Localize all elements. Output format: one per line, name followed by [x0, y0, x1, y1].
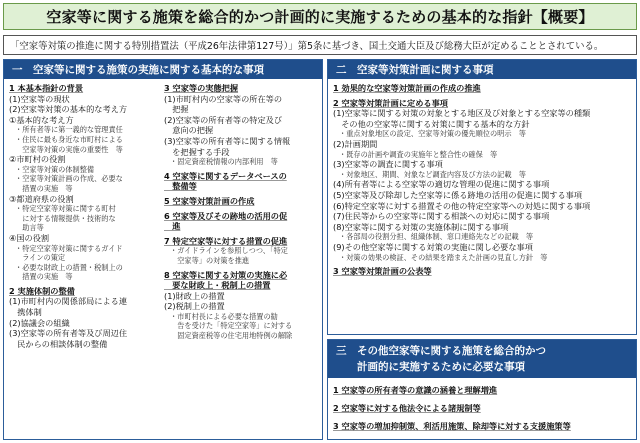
panel-other-matters: [327, 339, 637, 440]
section-heading: 1 効果的な空家等対策計画の作成の推進: [333, 83, 481, 93]
panel-other-matters-content: [333, 385, 636, 432]
panel-plan-matters-header: 二 空家等対策計画に関する事項: [328, 60, 636, 79]
detail-note: 措置の実施 等: [15, 272, 73, 282]
sub-item: (6)特定空家等に対する措置その他の特定空家等への対処に関する事項: [333, 200, 591, 211]
sub-item: (2)計画期間: [333, 138, 378, 149]
detail-note: ・ガイドラインを参照しつつ、「特定: [170, 246, 288, 256]
section-heading: 整備等: [164, 181, 197, 192]
sub-item: (1)市町村内の関係部局による連: [9, 296, 128, 307]
panel-basic-matters-right-column: [164, 83, 322, 341]
sub-item: (2)協議会の組織: [9, 317, 70, 328]
section-heading: 1 空家等の所有者等の意識の涵養と理解増進: [333, 385, 498, 395]
sub-item: 携体制: [9, 307, 42, 318]
detail-note: に対する情報提供・技術的な: [15, 213, 116, 223]
sub-item: 意向の把握: [164, 125, 214, 136]
detail-note: ・空家等対策の体制整備: [15, 164, 95, 174]
detail-note: 告を受けた「特定空家等」に対する: [170, 321, 293, 331]
detail-note: ・住民に最も身近な市町村による: [15, 134, 123, 144]
section-heading: 4 空家等に関するデータベースの: [164, 170, 287, 181]
sub-item: (1)市町村内の空家等の所在等の: [164, 93, 283, 104]
detail-note: ・対策の効果の検証、その結果を踏まえた計画の見直し方針 等: [339, 252, 548, 262]
detail-note: ・各部局の役割分担、組織体制、窓口連絡先などの記載 等: [339, 232, 534, 242]
section-heading: 6 空家等及びその跡地の活用の促: [164, 210, 288, 221]
detail-note: 措置の実施 等: [15, 183, 73, 193]
spacer: [333, 396, 636, 403]
panel-other-matters-header: [328, 340, 636, 378]
panel-plan-matters-content: [333, 83, 636, 277]
sub-item: (4)所有者等による空家等の適切な管理の促進に関する事項: [333, 179, 550, 190]
intro-text: 「空家等対策の推進に関する特別措置法（平成26年法律第127号）」第5条に基づき、国土交通大臣及び総務大臣が定めることとされている。: [3, 35, 637, 55]
section-heading: 1 本基本指針の背景: [9, 83, 84, 93]
section-heading: 3 空家等対策計画の公表等: [333, 266, 432, 277]
sub-item: ③都道府県の役割: [9, 193, 74, 204]
sub-item: 把握: [164, 104, 189, 115]
sub-item: (1)空家等の現状: [9, 93, 70, 104]
section-heading: 要な財政上・税制上の措置: [164, 280, 271, 291]
panel-other-matters-header-line1: 三 その他空家等に関する施策を総合的かつ: [336, 345, 546, 357]
detail-note: ・特定空家等対策に関するガイド: [15, 243, 123, 253]
panel-other-matters-header-line2: 計画的に実施するために必要な事項: [336, 361, 525, 373]
section-heading: 2 実施体制の整備: [9, 285, 75, 296]
sub-item: (2)税制上の措置: [164, 301, 225, 312]
sub-item: (2)空家等対策の基本的な考え方: [9, 104, 128, 115]
sub-item: ②市町村の役割: [9, 154, 66, 165]
sub-item: (8)空家等に関する対策の実施体制に関する事項: [333, 221, 509, 232]
spacer: [333, 414, 636, 421]
section-heading: 3 空家等の実態把握: [164, 83, 239, 93]
sub-item: (1)財政上の措置: [164, 290, 225, 301]
sub-item: (5)空家等及び除却した空家等に係る跡地の活用の促進に関する事項: [333, 189, 583, 200]
detail-note: ・市町村長による必要な措置の勧: [170, 311, 278, 321]
sub-item: (3)空家等の所有者等に関する情報: [164, 135, 291, 146]
detail-note: ラインの策定: [15, 253, 66, 263]
detail-note: ・固定資産税情報の内部利用 等: [170, 157, 278, 167]
section-heading: 7 特定空家等に対する措置の促進: [164, 235, 288, 246]
page-title: 空家等に関する施策を総合的かつ計画的に実施するための基本的な指針【概要】: [3, 3, 637, 30]
section-heading: 3 空家等の増加抑制策、利活用施策、除却等に対する支援施策等: [333, 421, 571, 431]
sub-item: (1)空家等に関する対策の対象とする地区及び対象とする空家等の種類: [333, 108, 591, 119]
panel-basic-matters-header: 一 空家等に関する施策の実施に関する基本的な事項: [4, 60, 322, 79]
detail-note: 空家等対策の実施の重要性 等: [15, 144, 123, 154]
section-heading: 5 空家等対策計画の作成: [164, 195, 255, 206]
detail-note: ・必要な財政上の措置・税制上の: [15, 262, 123, 272]
section-heading: 8 空家等に関する対策の実施に必: [164, 269, 288, 280]
sub-item: (3)空家等の所有者等及び周辺住: [9, 328, 128, 339]
sub-item: その他の空家等に関する対策に関する基本的な方針: [333, 118, 530, 129]
section-heading: 2 空家等対策計画に定める事項: [333, 97, 448, 108]
detail-note: 固定資産税等の住宅用地特例の解除: [170, 331, 293, 341]
detail-note: ・空家等対策計画の作成、必要な: [15, 174, 123, 184]
sub-item: (3)空家等の調査に関する事項: [333, 159, 443, 170]
sub-item: ①基本的な考え方: [9, 114, 74, 125]
sub-item: (9)その他空家等に関する対策の実施に関し必要な事項: [333, 241, 533, 252]
sub-item: を把握する手段: [164, 146, 230, 157]
sub-item: 民からの相談体制の整備: [9, 338, 108, 349]
sub-item: (7)住民等からの空家等に関する相談への対応に関する事項: [333, 211, 550, 222]
section-heading: 進: [164, 221, 181, 232]
detail-note: 助言等: [15, 223, 44, 233]
panel-basic-matters-left-column: [9, 83, 159, 349]
detail-note: ・重点対象地区の設定、空家等対策の優先順位の明示 等: [339, 129, 526, 139]
sub-item: (2)空家等の所有者等の特定及び: [164, 114, 283, 125]
sub-item: ④国の役割: [9, 232, 50, 243]
detail-note: ・特定空家等対策に関する町村: [15, 204, 116, 214]
detail-note: ・対象地区、期間、対象など調査内容及び方法の記載 等: [339, 169, 526, 179]
detail-note: ・所有者等に第一義的な管理責任: [15, 125, 123, 135]
detail-note: ・既存の計画や調査の実施年と整合性の確保 等: [339, 149, 498, 159]
panel-plan-matters: [327, 59, 637, 335]
detail-note: 空家等」の対策を推進: [170, 255, 250, 265]
panel-basic-matters: [3, 59, 323, 440]
section-heading: 2 空家等に対する他法令による諸規制等: [333, 403, 481, 413]
